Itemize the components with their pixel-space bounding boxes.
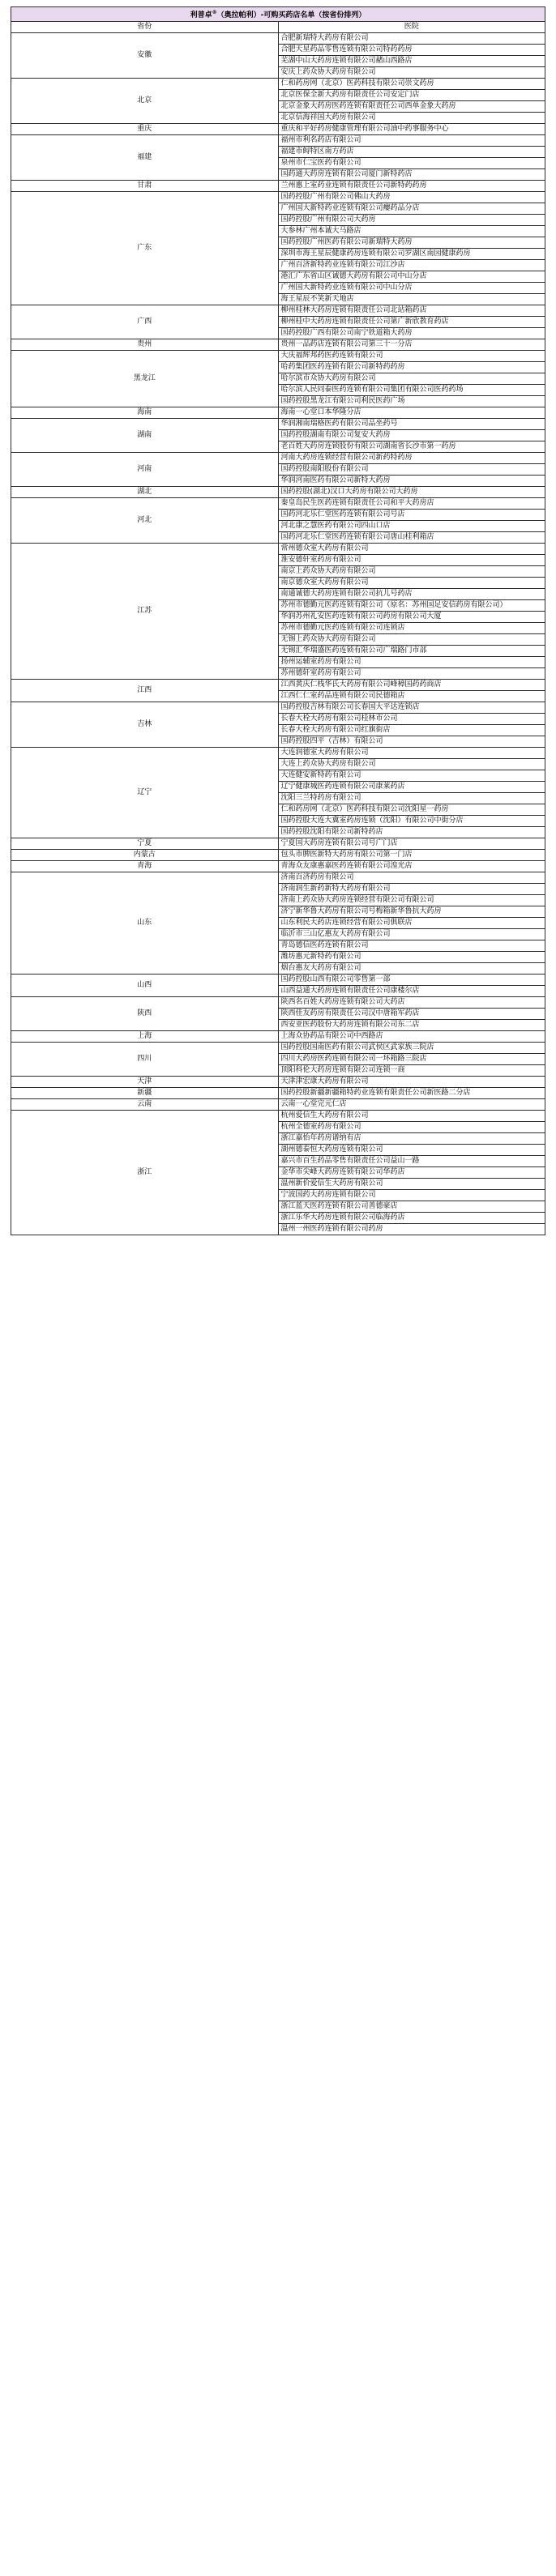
pharmacy-name-cell: 杭州全德室药房有限公司 [278,1122,545,1133]
pharmacy-name-cell: 华润河南医药有限公司新特大药房 [278,476,545,487]
province-cell: 天津 [11,1077,279,1088]
table-row [11,1099,545,1111]
table-row [11,135,545,147]
province-cell: 浙江 [11,1111,279,1235]
pharmacy-name-cell: 国药控股黑龙江有限公司利民医药广场 [278,396,545,407]
pharmacy-name-cell: 浙江嘉怡年药房谱纳有店 [278,1133,545,1145]
pharmacy-name-cell: 海王星辰不笑新天地店 [278,294,545,305]
pharmacy-name-cell: 浙江蓝天医药连锁有限公司善德豪店 [278,1201,545,1213]
province-cell: 湖南 [11,419,279,453]
pharmacy-name-cell: 柳州桂中大药房连锁有限责任公司第广新欣教育药店 [278,317,545,328]
pharmacy-name-cell: 国药控股新疆新疆箱特药业连锁有限责任公司新医路二分店 [278,1088,545,1099]
table-row [11,1077,545,1088]
pharmacy-name-cell: 国药控股大连大冀室药房连锁（沈阳）有限公司中街分店 [278,816,545,827]
pharmacy-name-cell: 青岛德信医药连锁有限公司 [278,940,545,952]
pharmacy-name-cell: 河南大药房连锁经营有限公司新药特药房 [278,453,545,464]
pharmacy-name-cell: 国药控股(湖北)汉口大药房有限公司大药房 [278,487,545,498]
pharmacy-name-cell: 国药控股四平（吉林）有限公司 [278,736,545,748]
pharmacy-name-cell: 华润湘南瑞格医药有限公司品坐药号 [278,419,545,430]
table-row [11,339,545,351]
province-cell: 河北 [11,498,279,544]
province-cell: 陕西 [11,997,279,1031]
pharmacy-name-cell: 广州国大新特药业连锁有限公司中山分店 [278,283,545,294]
pharmacy-name-cell: 宁波国药大药房连锁有限公司 [278,1190,545,1201]
column-header-province: 省份 [11,22,279,33]
pharmacy-name-cell: 秦皇岛民生医药连锁有限责任公司和平大药房店 [278,498,545,510]
pharmacy-name-cell: 北京金象大药房医药连锁有限责任公司西单金象大药房 [278,101,545,113]
pharmacy-name-cell: 兰州惠上室药业连锁有限责任公司新特药药房 [278,181,545,192]
province-cell: 青海 [11,861,279,872]
pharmacy-name-cell: 柳州桂林大药房连锁有限责任公司北站箱药店 [278,305,545,317]
pharmacy-name-cell: 四川大药房医药连锁有限公司一环箱路三院店 [278,1054,545,1065]
pharmacy-name-cell: 国药通大药房连锁有限公司厦门新特药店 [278,169,545,181]
pharmacy-name-cell: 烟台惠友大药房有限公司 [278,963,545,975]
province-cell: 广西 [11,305,279,339]
pharmacy-name-cell: 常州德众室大药房有限公司 [278,544,545,555]
title-rest: （奥拉帕利）-可购买药店名单（按省份排列） [216,11,366,19]
pharmacy-name-cell: 潍坊惠元新特药有限公司 [278,952,545,963]
registered-mark-icon: ® [212,10,217,15]
table-row [11,192,545,203]
province-cell: 河南 [11,453,279,487]
pharmacy-name-cell: 陕西佳友药房有限责任公司汉中唐箱军药店 [278,1009,545,1020]
table-row [11,351,545,362]
pharmacy-name-cell: 苏州市德勤元医药连锁有限公司（原名：苏州国足安信药房有限公司） [278,600,545,612]
pharmacy-name-cell: 苏州市德勤元医药连锁有限公司连锁店 [278,623,545,634]
pharmacy-name-cell: 国药控股南阳股份有限公司 [278,464,545,476]
table-row [11,33,545,45]
document-title [11,7,545,22]
pharmacy-name-cell: 西安亚医药股份大药房连锁有限公司东二店 [278,1020,545,1031]
province-cell: 北京 [11,79,279,124]
pharmacy-name-cell: 无锡汇华瑞盛医药连锁有限公司广瑞路门市部 [278,646,545,657]
pharmacy-name-cell: 上海众协药品有限公司中西路店 [278,1031,545,1043]
province-cell: 广东 [11,192,279,305]
table-header-row [11,22,545,33]
province-cell: 福建 [11,135,279,181]
province-cell: 黑龙江 [11,351,279,407]
document-page [0,0,556,1243]
pharmacy-name-cell: 临沂市三山亿惠友大药房有限公司 [278,929,545,940]
pharmacy-name-cell: 广州百济新特药业连锁有限公司江沙店 [278,260,545,271]
table-row [11,1043,545,1054]
table-row [11,181,545,192]
pharmacy-name-cell: 山西益通大药房连锁有限责任公司康楼尔店 [278,986,545,997]
table-row [11,419,545,430]
table-row [11,407,545,419]
province-cell: 云南 [11,1099,279,1111]
pharmacy-name-cell: 江西黄庆仁栈华氏大药房有限公司峰樟国药药商店 [278,680,545,691]
pharmacy-name-cell: 仁和药房网（北京）医药科技有限公司沈阳星一药房 [278,804,545,816]
pharmacy-name-cell: 国药控股湖南有限公司复安大药房 [278,430,545,441]
column-header-hospital: 医院 [278,22,545,33]
pharmacy-name-cell: 老百姓大药房连锁股份有限公司湖南省长沙市第一药房 [278,441,545,453]
province-cell: 新疆 [11,1088,279,1099]
pharmacy-name-cell: 金华市尖峰大药房连锁有限公司华药店 [278,1167,545,1179]
province-cell: 宁夏 [11,838,279,850]
pharmacy-name-cell: 南京德众室大药房有限公司 [278,578,545,589]
pharmacy-name-cell: 大连上药众协大药房有限公司 [278,759,545,770]
pharmacy-name-cell: 青海众友康惠嘉医药连锁有限公司湟光店 [278,861,545,872]
pharmacy-name-cell: 济宁新华鲁大药房有限公司号梅箱新华鲁抗大药房 [278,906,545,918]
pharmacy-name-cell: 河北康之慧医药有限公司四山口店 [278,521,545,532]
pharmacy-name-cell: 天津津宏康大药房有限公司 [278,1077,545,1088]
pharmacy-name-cell: 淮安德轩室药房有限公司 [278,555,545,566]
table-row [11,997,545,1009]
pharmacy-name-cell: 宁夏国大药房连锁有限公司号广门店 [278,838,545,850]
table-row [11,975,545,986]
pharmacy-name-cell: 济南百济药房有限公司 [278,872,545,884]
pharmacy-name-cell: 杭州爱信生大药房有限公司 [278,1111,545,1122]
pharmacy-name-cell: 仁和药房网（北京）医药科技有限公司崇文药房 [278,79,545,90]
pharmacy-name-cell: 长春大栓大药房有限公司桂林市公司 [278,714,545,725]
pharmacy-name-cell: 无锡上药众协大药房有限公司 [278,634,545,646]
pharmacy-name-cell: 国药河北乐仁堂医药连锁有限公司唐山桂利箱店 [278,532,545,544]
table-row [11,498,545,510]
table-row [11,838,545,850]
pharmacy-name-cell: 海南一心堂口本华隆分店 [278,407,545,419]
table-row [11,850,545,861]
table-row [11,1111,545,1122]
pharmacy-name-cell: 江西仁仁室药品连锁有限公司民德箱店 [278,691,545,702]
pharmacy-name-cell: 安庆上药众协大药房有限公司 [278,67,545,79]
pharmacy-name-cell: 国药控股广西有限公司南宁铁道箱大药房 [278,328,545,339]
pharmacy-name-cell: 国药控股广州医药有限公司新瑞特大药房 [278,237,545,249]
table-row [11,124,545,135]
pharmacy-name-cell: 贵州一品药店连锁有限公司第三十一分店 [278,339,545,351]
pharmacy-name-cell: 北京信海祥国大药房有限公司 [278,113,545,124]
table-row [11,872,545,884]
province-cell: 重庆 [11,124,279,135]
pharmacy-name-cell: 陕西名百姓大药房连锁有限公司大药店 [278,997,545,1009]
province-cell: 山西 [11,975,279,997]
pharmacy-name-cell: 泉州市仁宝医药有限公司 [278,158,545,169]
table-row [11,748,545,759]
table-row [11,544,545,555]
pharmacy-name-cell: 合肥天星药品零售连锁有限公司特药药房 [278,45,545,56]
pharmacy-name-cell: 广州国大新特药业连锁有限公司瘿药品分店 [278,203,545,215]
province-cell: 内蒙古 [11,850,279,861]
province-cell: 海南 [11,407,279,419]
pharmacy-name-cell: 南通诚德大药房连锁有限公司抗儿号药店 [278,589,545,600]
pharmacy-name-cell: 国药控股广州有限公司佛山大药房 [278,192,545,203]
pharmacy-name-cell: 南京上药众协大药房有限公司 [278,566,545,578]
pharmacy-name-cell: 哈尔滨市众协大药房有限公司 [278,373,545,385]
pharmacy-name-cell: 合肥新瑞特大药房有限公司 [278,33,545,45]
pharmacy-name-cell: 济南上药众协大药房连锁经营有限公司有限公司 [278,895,545,906]
title-brand: 利普卓 [190,11,212,19]
pharmacy-name-cell: 云南一心堂完元仁店 [278,1099,545,1111]
pharmacy-name-cell: 嘉兴市百生药品零售有限责任公司益山一路 [278,1156,545,1167]
pharmacy-name-cell: 温州一州医药连锁有限公司药房 [278,1224,545,1235]
table-row [11,453,545,464]
pharmacy-name-cell: 辽宁健康城医药连锁有限公司康莱药店 [278,782,545,793]
pharmacy-name-cell: 北京医保全新大药房有限责任公司安定门店 [278,90,545,101]
pharmacy-name-cell: 济南润生新药新特大药房有限公司 [278,884,545,895]
pharmacy-name-cell: 重庆和平好药房健康管理有限公司油中药事服务中心 [278,124,545,135]
pharmacy-name-cell: 大连健安新特药有限公司 [278,770,545,782]
pharmacy-table [11,6,545,1235]
province-cell: 四川 [11,1043,279,1077]
pharmacy-name-cell: 国药控股山西有限公司零售第一部 [278,975,545,986]
pharmacy-name-cell: 福建市鲟特区南方药店 [278,147,545,158]
pharmacy-name-cell: 哈药集团医药连锁有限公司新特药药房 [278,362,545,373]
pharmacy-name-cell: 国药控股沈阳有限公司新特药店 [278,827,545,838]
pharmacy-name-cell: 大庆福辉邦药医药连锁有限公司 [278,351,545,362]
table-row [11,1031,545,1043]
pharmacy-name-cell: 华润苏州礼安医药连锁有限公司药房有限公司大厦 [278,612,545,623]
pharmacy-name-cell: 长春大栓大药房有限公司红旗街店 [278,725,545,736]
pharmacy-name-cell: 湖州德泰恒大药房连锁有限公司 [278,1145,545,1156]
province-cell: 安徽 [11,33,279,79]
table-row [11,861,545,872]
province-cell: 上海 [11,1031,279,1043]
pharmacy-name-cell: 沈阳三兰特药房有限公司 [278,793,545,804]
pharmacy-name-cell: 包头市脾医新特大药房有限公司第一门店 [278,850,545,861]
pharmacy-name-cell: 芜湖中山大药房连锁有限公司赭山西路店 [278,56,545,67]
table-row [11,680,545,691]
table-row [11,1088,545,1099]
province-cell: 湖北 [11,487,279,498]
pharmacy-name-cell: 深圳市海王星辰健康药房连锁有限公司罗湖区南园健康药房 [278,249,545,260]
pharmacy-name-cell: 浙江乐华大药房连锁有限公司临海药店 [278,1213,545,1224]
province-cell: 山东 [11,872,279,975]
province-cell: 贵州 [11,339,279,351]
table-row [11,487,545,498]
province-cell: 江苏 [11,544,279,680]
table-body [11,7,545,1235]
pharmacy-name-cell: 大连润德室大药房有限公司 [278,748,545,759]
pharmacy-name-cell: 福州市利名药店有限公司 [278,135,545,147]
pharmacy-name-cell: 哈尔滨人民同泰医药连锁有限公司集团有限公司医药药场 [278,385,545,396]
pharmacy-name-cell: 山东利民大药店连锁经营有限公司俱联店 [278,918,545,929]
pharmacy-name-cell: 国药控股广州有限公司大药房 [278,215,545,226]
table-row [11,305,545,317]
pharmacy-name-cell: 大参林广州本诚大马路店 [278,226,545,237]
pharmacy-name-cell: 国药控股吉林有限公司长春国大平达连锁店 [278,702,545,714]
pharmacy-name-cell: 国药河北乐仁堂医药连锁有限公司号店 [278,510,545,521]
pharmacy-name-cell: 苏州德轩室药房有限公司 [278,668,545,680]
province-cell: 吉林 [11,702,279,748]
province-cell: 辽宁 [11,748,279,838]
pharmacy-name-cell: 港汇广东省山区诚德大药房有限公司中山分店 [278,271,545,283]
table-title-row [11,7,545,22]
pharmacy-name-cell: 扬州运辅室药房有限公司 [278,657,545,668]
table-row [11,702,545,714]
pharmacy-name-cell: 温州新价爱信生大药房有限公司 [278,1179,545,1190]
pharmacy-name-cell: 国药控股国南医药有限公司武侯区武家族三院店 [278,1043,545,1054]
table-row [11,79,545,90]
pharmacy-name-cell: 顶阳科伦大药房连锁有限公司连锁一商 [278,1065,545,1077]
province-cell: 江西 [11,680,279,702]
province-cell: 甘肃 [11,181,279,192]
